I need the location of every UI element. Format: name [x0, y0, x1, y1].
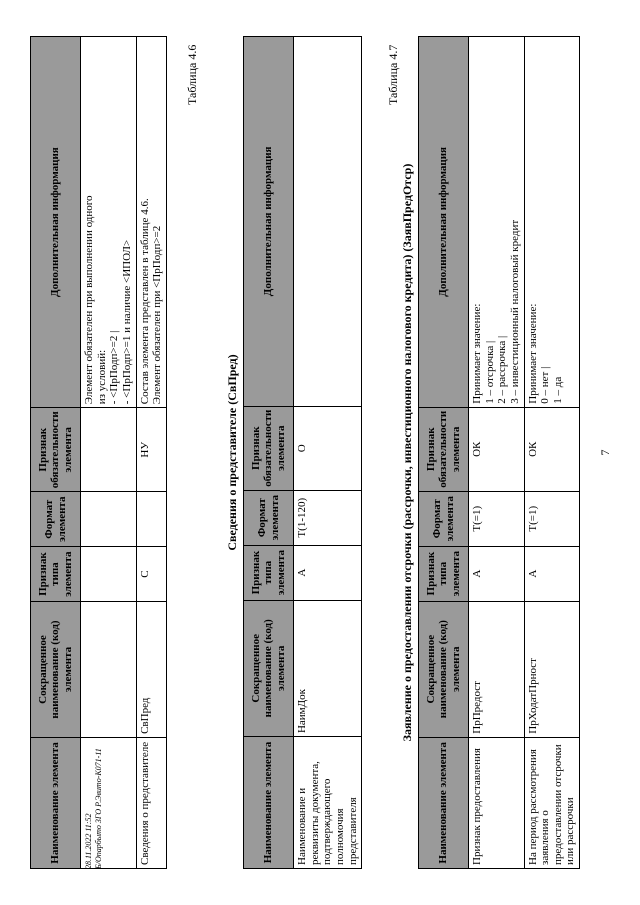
header-short: Сокращенное наименование (код) элемента [31, 602, 81, 738]
header-format: Формат элемента [419, 491, 469, 546]
cell-name: Сведения о представителе [136, 737, 166, 868]
cell-name: На период рассмотрения заявления о предоставлении отсрочки или рассрочки [524, 737, 580, 868]
footer-stamp [84, 748, 103, 869]
cell-req: НУ [136, 408, 166, 492]
cell-type [81, 547, 137, 602]
cell-name: Наименование и реквизиты документа, подтверждающего полномочия представителя [294, 737, 362, 869]
cell-info [136, 37, 166, 408]
info-line: 0 – нет | [539, 366, 552, 404]
cell-name: Признак предоставления [469, 737, 525, 868]
cell-format: T(=1) [524, 491, 580, 546]
table-row [136, 37, 166, 869]
table-row [469, 37, 525, 869]
table-4-7-caption: Заявление о предоставлении отсрочки (рассрочки, инвестиционного налогового кредита) (ЗаявПредОтср) [400, 163, 414, 742]
table-4-7 [418, 36, 580, 869]
info-line: 2 – рассрочка | [496, 335, 509, 404]
footer-line: Б/Опарбыто ЗГО Р.Эвито-К071-11 [93, 748, 103, 869]
cell-type: А [469, 546, 525, 601]
cell-short: ПрПредост [469, 601, 525, 737]
header-type: Признак типа элемента [31, 547, 81, 602]
header-req: Признак обязательности элемента [419, 407, 469, 491]
cell-type: С [136, 547, 166, 602]
header-info: Дополнительная информация [419, 37, 469, 408]
cell-short: СвПред [136, 602, 166, 738]
header-req: Признак обязательности элемента [244, 406, 294, 490]
cell-type: А [524, 546, 580, 601]
table-4-6 [243, 36, 362, 869]
table-row [81, 37, 137, 869]
header-short: Сокращенное наименование (код) элемента [419, 601, 469, 737]
cell-req [81, 408, 137, 492]
info-line: 3 – инвестиционный налоговый кредит [508, 219, 521, 404]
table-4-6-caption: Сведения о представителе (СвПред) [225, 354, 239, 551]
info-line: Принимает значение: [471, 303, 483, 404]
header-format: Формат элемента [244, 490, 294, 545]
info-line: - <ПрПодп>=1 и наличие <ИПОЛ> [120, 239, 133, 405]
info-line: 1 – отсрочка | [483, 340, 496, 404]
cell-info [294, 37, 362, 407]
table-continuation [30, 36, 167, 869]
cell-short: НаимДок [294, 600, 362, 736]
table-row [294, 37, 362, 869]
cell-format: T(1-120) [294, 490, 362, 545]
header-type: Признак типа элемента [244, 545, 294, 600]
table-4-6-label: Таблица 4.6 [185, 44, 199, 105]
cell-short: ПрХодатПрност [524, 601, 580, 737]
footer-line: 28.11.2022 11:52 [84, 813, 93, 869]
cell-req: О [294, 406, 362, 490]
cell-short [81, 602, 137, 738]
cell-format [136, 492, 166, 547]
info-line: Состав элемента представлен в таблице 4.6. [138, 198, 151, 405]
header-type: Признак типа элемента [419, 546, 469, 601]
header-req: Признак обязательности элемента [31, 408, 81, 492]
cell-info [469, 37, 525, 408]
cell-type: А [294, 545, 362, 600]
info-line: Элемент обязателен при <ПрПодп>=2 [151, 225, 164, 405]
header-name: Наименование элемента [31, 737, 81, 868]
info-line: Принимает значение: [526, 303, 539, 404]
page-number: 7 [598, 449, 612, 456]
header-name: Наименование элемента [244, 737, 294, 869]
info-line: 1 – да [551, 376, 564, 404]
header-format: Формат элемента [31, 492, 81, 547]
header-name: Наименование элемента [419, 737, 469, 868]
cell-req: ОК [524, 407, 580, 491]
header-info: Дополнительная информация [31, 37, 81, 408]
table-row [524, 37, 580, 869]
table-4-7-label: Таблица 4.7 [386, 44, 400, 105]
header-short: Сокращенное наименование (код) элемента [244, 600, 294, 736]
info-line: - <ПрПодп>=2 | [108, 330, 121, 405]
cell-format: T(=1) [469, 491, 525, 546]
cell-format [81, 492, 137, 547]
cell-req: ОК [469, 407, 525, 491]
info-line: из условий: [95, 349, 108, 405]
info-line: Элемент обязателен при выполнении одного [83, 195, 95, 405]
header-info: Дополнительная информация [244, 37, 294, 407]
cell-info [524, 37, 580, 408]
cell-info [81, 37, 137, 408]
